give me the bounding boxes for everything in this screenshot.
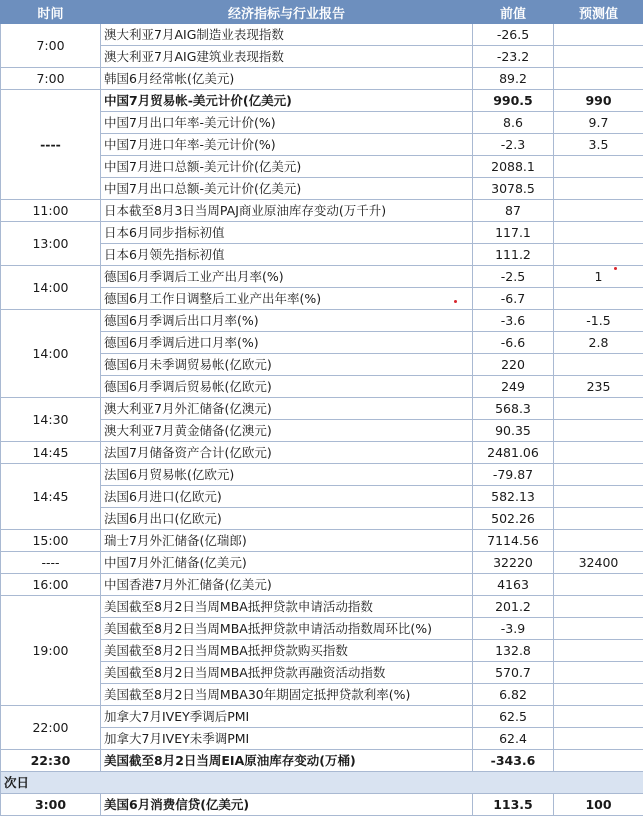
table-row — [1, 310, 643, 332]
table-row — [1, 596, 643, 618]
previous-value: 32220 — [473, 552, 554, 574]
previous-value: 8.6 — [473, 112, 554, 134]
report-cell: 美国截至8月2日当周MBA抵押贷款再融资活动指数 — [101, 662, 473, 684]
previous-value: 117.1 — [473, 222, 554, 244]
time-cell: 15:00 — [1, 530, 101, 552]
report-cell: 法国6月贸易帐(亿欧元) — [101, 464, 473, 486]
previous-value: 4163 — [473, 574, 554, 596]
previous-value: 249 — [473, 376, 554, 398]
previous-value: 113.5 — [473, 794, 554, 816]
forecast-value — [554, 750, 643, 772]
table-row — [1, 442, 643, 464]
previous-value: 3078.5 — [473, 178, 554, 200]
time-cell: 19:00 — [1, 596, 101, 706]
table-row — [1, 200, 643, 222]
table-row — [1, 68, 643, 90]
previous-value: -23.2 — [473, 46, 554, 68]
report-cell: 法国6月进口(亿欧元) — [101, 486, 473, 508]
previous-value: 87 — [473, 200, 554, 222]
forecast-value — [554, 574, 643, 596]
previous-value: 2481.06 — [473, 442, 554, 464]
table-row — [1, 266, 643, 288]
report-cell: 德国6月季调后出口月率(%) — [101, 310, 473, 332]
time-cell: 7:00 — [1, 68, 101, 90]
previous-value: -2.3 — [473, 134, 554, 156]
forecast-value: 100 — [554, 794, 643, 816]
time-cell: 14:45 — [1, 464, 101, 530]
table-row — [1, 90, 643, 112]
forecast-value — [554, 618, 643, 640]
report-cell: 法国6月出口(亿欧元) — [101, 508, 473, 530]
forecast-value: -1.5 — [554, 310, 643, 332]
report-cell: 德国6月未季调贸易帐(亿欧元) — [101, 354, 473, 376]
previous-value: 62.5 — [473, 706, 554, 728]
table-body — [1, 24, 643, 816]
previous-value: 201.2 — [473, 596, 554, 618]
forecast-value: 32400 — [554, 552, 643, 574]
previous-value: 502.26 — [473, 508, 554, 530]
report-cell: 加拿大7月IVEY未季调PMI — [101, 728, 473, 750]
table-row — [1, 24, 643, 46]
forecast-value — [554, 200, 643, 222]
report-cell: 法国7月储备资产合计(亿欧元) — [101, 442, 473, 464]
previous-value: 2088.1 — [473, 156, 554, 178]
header-report: 经济指标与行业报告 — [101, 1, 473, 24]
table-row — [1, 706, 643, 728]
report-cell: 美国截至8月2日当周MBA抵押贷款申请活动指数周环比(%) — [101, 618, 473, 640]
forecast-value — [554, 354, 643, 376]
table-row — [1, 574, 643, 596]
report-cell: 中国7月进口总额-美元计价(亿美元) — [101, 156, 473, 178]
time-cell: 7:00 — [1, 24, 101, 68]
previous-value: -3.6 — [473, 310, 554, 332]
previous-value: 568.3 — [473, 398, 554, 420]
report-cell: 澳大利亚7月外汇储备(亿澳元) — [101, 398, 473, 420]
table-row — [1, 222, 643, 244]
report-cell: 德国6月季调后工业产出月率(%) — [101, 266, 473, 288]
report-cell: 中国7月进口年率-美元计价(%) — [101, 134, 473, 156]
time-cell: 22:00 — [1, 706, 101, 750]
red-mark — [454, 300, 457, 303]
report-cell: 加拿大7月IVEY季调后PMI — [101, 706, 473, 728]
report-cell: 澳大利亚7月AIG建筑业表现指数 — [101, 46, 473, 68]
previous-value: 111.2 — [473, 244, 554, 266]
previous-value: -2.5 — [473, 266, 554, 288]
forecast-value: 9.7 — [554, 112, 643, 134]
forecast-value — [554, 222, 643, 244]
report-cell: 中国7月外汇储备(亿美元) — [101, 552, 473, 574]
report-cell: 日本6月领先指标初值 — [101, 244, 473, 266]
previous-value: 990.5 — [473, 90, 554, 112]
forecast-value — [554, 156, 643, 178]
forecast-value — [554, 640, 643, 662]
forecast-value — [554, 530, 643, 552]
time-cell: 3:00 — [1, 794, 101, 816]
report-cell: 美国截至8月2日当周MBA抵押贷款购买指数 — [101, 640, 473, 662]
forecast-value — [554, 178, 643, 200]
time-cell: ---- — [1, 90, 101, 200]
time-cell: 14:00 — [1, 310, 101, 398]
report-cell: 中国7月贸易帐-美元计价(亿美元) — [101, 90, 473, 112]
forecast-value — [554, 420, 643, 442]
forecast-value — [554, 46, 643, 68]
forecast-value — [554, 68, 643, 90]
time-cell: ---- — [1, 552, 101, 574]
previous-value: -6.7 — [473, 288, 554, 310]
table-row — [1, 794, 643, 816]
report-cell: 日本截至8月3日当周PAJ商业原油库存变动(万千升) — [101, 200, 473, 222]
report-cell: 德国6月季调后进口月率(%) — [101, 332, 473, 354]
time-cell: 13:00 — [1, 222, 101, 266]
forecast-value — [554, 508, 643, 530]
report-cell: 德国6月工作日调整后工业产出年率(%) — [101, 288, 473, 310]
previous-value: -3.9 — [473, 618, 554, 640]
forecast-value: 3.5 — [554, 134, 643, 156]
report-cell: 美国截至8月2日当周MBA抵押贷款申请活动指数 — [101, 596, 473, 618]
time-cell: 11:00 — [1, 200, 101, 222]
section-row — [1, 772, 643, 794]
report-cell: 美国截至8月2日当周MBA30年期固定抵押贷款利率(%) — [101, 684, 473, 706]
report-cell: 澳大利亚7月黄金储备(亿澳元) — [101, 420, 473, 442]
previous-value: 220 — [473, 354, 554, 376]
forecast-value — [554, 684, 643, 706]
forecast-value — [554, 486, 643, 508]
red-mark — [614, 267, 617, 270]
previous-value: 7114.56 — [473, 530, 554, 552]
report-cell: 美国截至8月2日当周EIA原油库存变动(万桶) — [101, 750, 473, 772]
forecast-value — [554, 288, 643, 310]
forecast-value — [554, 596, 643, 618]
table-row — [1, 398, 643, 420]
header-previous: 前值 — [473, 1, 554, 24]
table-row — [1, 464, 643, 486]
forecast-value — [554, 398, 643, 420]
forecast-value — [554, 24, 643, 46]
previous-value: 90.35 — [473, 420, 554, 442]
forecast-value — [554, 706, 643, 728]
forecast-value — [554, 244, 643, 266]
forecast-value: 1 — [554, 266, 643, 288]
header-forecast: 预测值 — [554, 1, 643, 24]
section-label: 次日 — [1, 772, 643, 794]
previous-value: 582.13 — [473, 486, 554, 508]
previous-value: 132.8 — [473, 640, 554, 662]
forecast-value: 990 — [554, 90, 643, 112]
time-cell: 14:30 — [1, 398, 101, 442]
previous-value: -79.87 — [473, 464, 554, 486]
forecast-value: 2.8 — [554, 332, 643, 354]
report-cell: 澳大利亚7月AIG制造业表现指数 — [101, 24, 473, 46]
header-row — [1, 1, 643, 24]
previous-value: 570.7 — [473, 662, 554, 684]
previous-value: -343.6 — [473, 750, 554, 772]
forecast-value — [554, 442, 643, 464]
table-row — [1, 530, 643, 552]
report-cell: 韩国6月经常帐(亿美元) — [101, 68, 473, 90]
previous-value: -6.6 — [473, 332, 554, 354]
table-row — [1, 750, 643, 772]
forecast-value — [554, 464, 643, 486]
report-cell: 瑞士7月外汇储备(亿瑞郎) — [101, 530, 473, 552]
table-row — [1, 552, 643, 574]
previous-value: 89.2 — [473, 68, 554, 90]
time-cell: 16:00 — [1, 574, 101, 596]
report-cell: 中国7月出口年率-美元计价(%) — [101, 112, 473, 134]
time-cell: 14:00 — [1, 266, 101, 310]
time-cell: 22:30 — [1, 750, 101, 772]
forecast-value: 235 — [554, 376, 643, 398]
report-cell: 中国香港7月外汇储备(亿美元) — [101, 574, 473, 596]
report-cell: 日本6月同步指标初值 — [101, 222, 473, 244]
report-cell: 德国6月季调后贸易帐(亿欧元) — [101, 376, 473, 398]
previous-value: 62.4 — [473, 728, 554, 750]
previous-value: 6.82 — [473, 684, 554, 706]
report-cell: 中国7月出口总额-美元计价(亿美元) — [101, 178, 473, 200]
forecast-value — [554, 728, 643, 750]
header-time: 时间 — [1, 1, 101, 24]
previous-value: -26.5 — [473, 24, 554, 46]
report-cell: 美国6月消费信贷(亿美元) — [101, 794, 473, 816]
forecast-value — [554, 662, 643, 684]
time-cell: 14:45 — [1, 442, 101, 464]
